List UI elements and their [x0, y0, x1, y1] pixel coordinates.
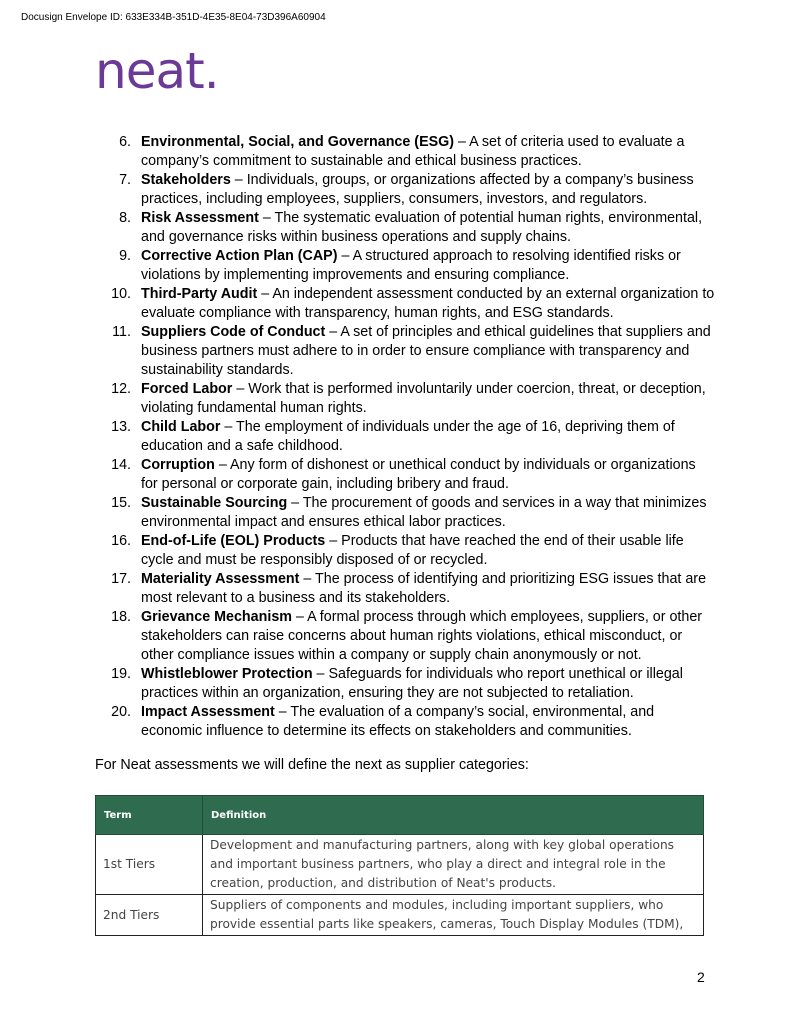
header-term: Term: [96, 796, 203, 835]
definition-item: [95, 532, 715, 570]
item-number: 19.: [111, 666, 131, 682]
definition-text: – Safeguards for individuals who report unethical or illegal practices within an organization, ensuring they are not subjected to retaliation.: [141, 666, 683, 701]
definition-text: – Products that have reached the end of their usable life cycle and must be responsibly disposed of or recycled.: [141, 533, 684, 568]
item-number: 6.: [119, 134, 131, 150]
page-number: 2: [697, 969, 705, 985]
envelope-id: Docusign Envelope ID: 633E334B-351D-4E35-8E04-73D396A60904: [21, 12, 326, 23]
table-row: [96, 835, 704, 895]
definition-text: – The procurement of goods and services in a way that minimizes environmental impact and ensures ethical labor practices.: [141, 495, 707, 530]
item-number: 8.: [119, 210, 131, 226]
definition-term: Corrective Action Plan (CAP): [141, 248, 338, 264]
item-number: 10.: [111, 286, 131, 302]
definition-term: Forced Labor: [141, 381, 233, 397]
table-row: [96, 895, 704, 936]
definition-term: Child Labor: [141, 419, 221, 435]
supplier-categories-intro: For Neat assessments we will define the next as supplier categories:: [95, 757, 529, 773]
definition-item: [95, 494, 715, 532]
definition-text: – The employment of individuals under the age of 16, depriving them of education and a safe childhood.: [141, 419, 675, 454]
definition-term: Grievance Mechanism: [141, 609, 292, 625]
item-number: 15.: [111, 495, 131, 511]
definition-term: Corruption: [141, 457, 215, 473]
definition-item: [95, 323, 715, 380]
item-number: 17.: [111, 571, 131, 587]
item-number: 14.: [111, 457, 131, 473]
definition-text: – Individuals, groups, or organizations affected by a company’s business practices, including employees, suppliers, consumers, investors, and regulators.: [141, 172, 694, 207]
definition-term: Suppliers Code of Conduct: [141, 324, 326, 340]
definition-term: Impact Assessment: [141, 704, 275, 720]
definition-text: – The systematic evaluation of potential human rights, environmental, and governance risks within business operations and supply chains.: [141, 210, 703, 245]
definition-text: – A set of principles and ethical guidelines that suppliers and business partners must adhere to in order to ensure compliance with transparency and sustainability standards.: [141, 324, 711, 378]
item-number: 18.: [111, 609, 131, 625]
definition-text: – The process of identifying and prioritizing ESG issues that are most relevant to a business and its stakeholders.: [141, 571, 707, 606]
definition-item: [95, 209, 715, 247]
definition-item: [95, 703, 715, 741]
definition-term: Sustainable Sourcing: [141, 495, 288, 511]
definition-text: – An independent assessment conducted by an external organization to evaluate compliance with transparency, human rights, and ESG standards.: [141, 286, 715, 321]
definition-item: [95, 608, 715, 665]
header-definition: Definition: [203, 796, 704, 835]
definition-term: Third-Party Audit: [141, 286, 258, 302]
definition-term: Environmental, Social, and Governance (ESG): [141, 134, 455, 150]
definitions-list: [95, 133, 715, 741]
item-number: 11.: [112, 324, 131, 340]
definition-item: [95, 570, 715, 608]
table-header-row: [96, 796, 704, 835]
definition-term: Stakeholders: [141, 172, 231, 188]
definition-text: – A set of criteria used to evaluate a company’s commitment to sustainable and ethical business practices.: [141, 134, 685, 169]
item-number: 16.: [111, 533, 131, 549]
definition-item: [95, 380, 715, 418]
definition-item: [95, 456, 715, 494]
item-number: 7.: [119, 172, 131, 188]
definition-text: – The evaluation of a company’s social, environmental, and economic influence to determine its effects on stakeholders and communities.: [141, 704, 655, 739]
definition-item: [95, 247, 715, 285]
row-term: 2nd Tiers: [96, 895, 203, 936]
neat-logo: [95, 50, 240, 95]
item-number: 20.: [111, 704, 131, 720]
supplier-tiers-table: [95, 795, 704, 936]
definition-term: Materiality Assessment: [141, 571, 300, 587]
definition-term: Whistleblower Protection: [141, 666, 313, 682]
definition-item: [95, 171, 715, 209]
definition-text: – Work that is performed involuntarily under coercion, threat, or deception, violating fundamental human rights.: [141, 381, 706, 416]
definition-text: – A formal process through which employees, suppliers, or other stakeholders can raise concerns about human rights violations, ethical misconduct, or other compliance issues within a company or supply chain anonymously or not.: [141, 609, 703, 663]
row-term: 1st Tiers: [96, 835, 203, 895]
svg-text:neat.: neat.: [95, 50, 219, 95]
definition-item: [95, 665, 715, 703]
definition-text: – A structured approach to resolving identified risks or violations by implementing improvements and ensuring compliance.: [141, 248, 681, 283]
definition-item: [95, 418, 715, 456]
item-number: 12.: [111, 381, 131, 397]
row-definition: Development and manufacturing partners, along with key global operations and important business partners, who play a direct and integral role in the creation, production, and distribution of Neat's products.: [203, 835, 704, 895]
row-definition: Suppliers of components and modules, including important suppliers, who provide essential parts like speakers, cameras, Touch Display Modules (TDM),: [203, 895, 704, 936]
definition-text: – Any form of dishonest or unethical conduct by individuals or organizations for personal or corporate gain, including bribery and fraud.: [141, 457, 696, 492]
item-number: 9.: [119, 248, 131, 264]
item-number: 13.: [111, 419, 131, 435]
neat-logo-graphic: [95, 50, 240, 95]
definition-item: [95, 285, 715, 323]
definition-term: End-of-Life (EOL) Products: [141, 533, 326, 549]
definition-term: Risk Assessment: [141, 210, 259, 226]
definition-item: [95, 133, 715, 171]
